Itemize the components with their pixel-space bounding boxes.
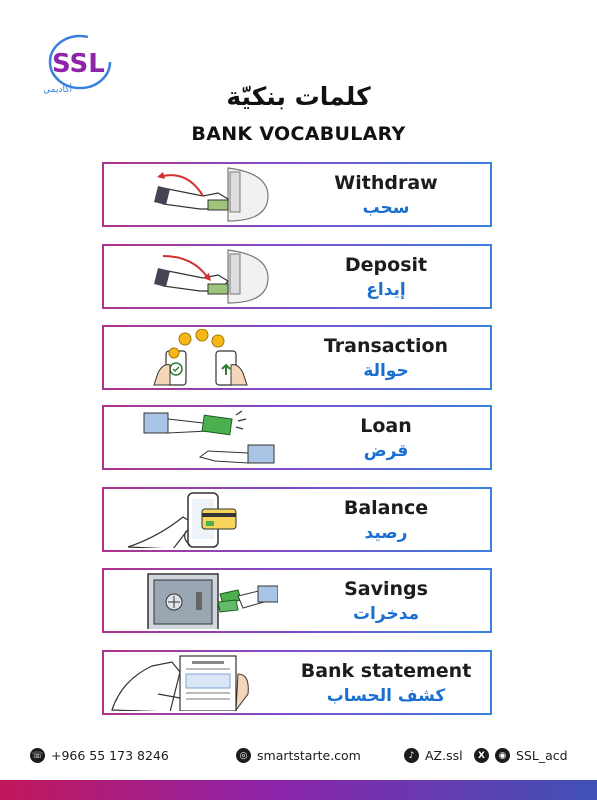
vocab-word-english: Balance — [343, 497, 429, 519]
vocab-word-english: Deposit — [344, 254, 428, 276]
vocab-word-english: Withdraw — [334, 172, 438, 194]
footer-phone[interactable] — [30, 748, 169, 763]
statement-document-icon — [108, 654, 278, 711]
money-handover-icon — [108, 409, 278, 466]
vocab-word-arabic: قرض — [363, 441, 409, 461]
vocab-word-arabic: رصيد — [364, 523, 408, 543]
website-url: smartstarte.com — [257, 748, 361, 763]
footer-contact-bar — [0, 748, 597, 770]
vocab-word-english: Transaction — [323, 335, 449, 357]
vocab-word-english: Bank statement — [300, 660, 472, 682]
vocab-card-transaction — [102, 325, 492, 390]
atm-withdraw-icon — [108, 166, 278, 223]
vocab-word-arabic: سحب — [362, 198, 410, 218]
tiktok-icon: ♪ — [404, 748, 419, 763]
vocab-word-english: Loan — [360, 415, 412, 437]
logo-text: SSL — [52, 49, 105, 79]
page-title-arabic: كلمات بنكيّة — [226, 82, 371, 111]
atm-deposit-icon — [108, 248, 278, 305]
phone-transfer-icon — [108, 329, 278, 386]
footer-gradient-bar — [0, 780, 597, 800]
page-title-english: BANK VOCABULARY — [191, 123, 406, 145]
phone-number: +966 55 173 8246 — [51, 748, 169, 763]
footer-tiktok[interactable] — [404, 748, 463, 763]
vocab-card-deposit — [102, 244, 492, 309]
whatsapp-icon: ☏ — [30, 748, 45, 763]
x-icon: X — [474, 748, 489, 763]
vocab-word-arabic: مدخرات — [352, 604, 420, 624]
instagram-icon: ◉ — [495, 748, 510, 763]
vocab-word-english: Savings — [344, 578, 428, 600]
vocab-card-bank-statement — [102, 650, 492, 715]
safe-money-icon — [108, 572, 278, 629]
footer-website[interactable] — [236, 748, 361, 763]
footer-social[interactable] — [474, 748, 568, 763]
vocab-word-arabic: إيداع — [366, 280, 406, 300]
vocab-card-balance — [102, 487, 492, 552]
logo-subtitle: أكاديمي — [43, 85, 72, 95]
globe-icon: ◎ — [236, 748, 251, 763]
vocab-card-loan — [102, 405, 492, 470]
tiktok-handle: AZ.ssl — [425, 748, 463, 763]
vocab-word-arabic: حوالة — [363, 361, 409, 381]
vocab-word-arabic: كشف الحساب — [326, 686, 446, 706]
vocab-card-withdraw — [102, 162, 492, 227]
vocab-card-savings — [102, 568, 492, 633]
phone-card-icon — [108, 491, 278, 548]
social-handle: SSL_acd — [516, 748, 568, 763]
